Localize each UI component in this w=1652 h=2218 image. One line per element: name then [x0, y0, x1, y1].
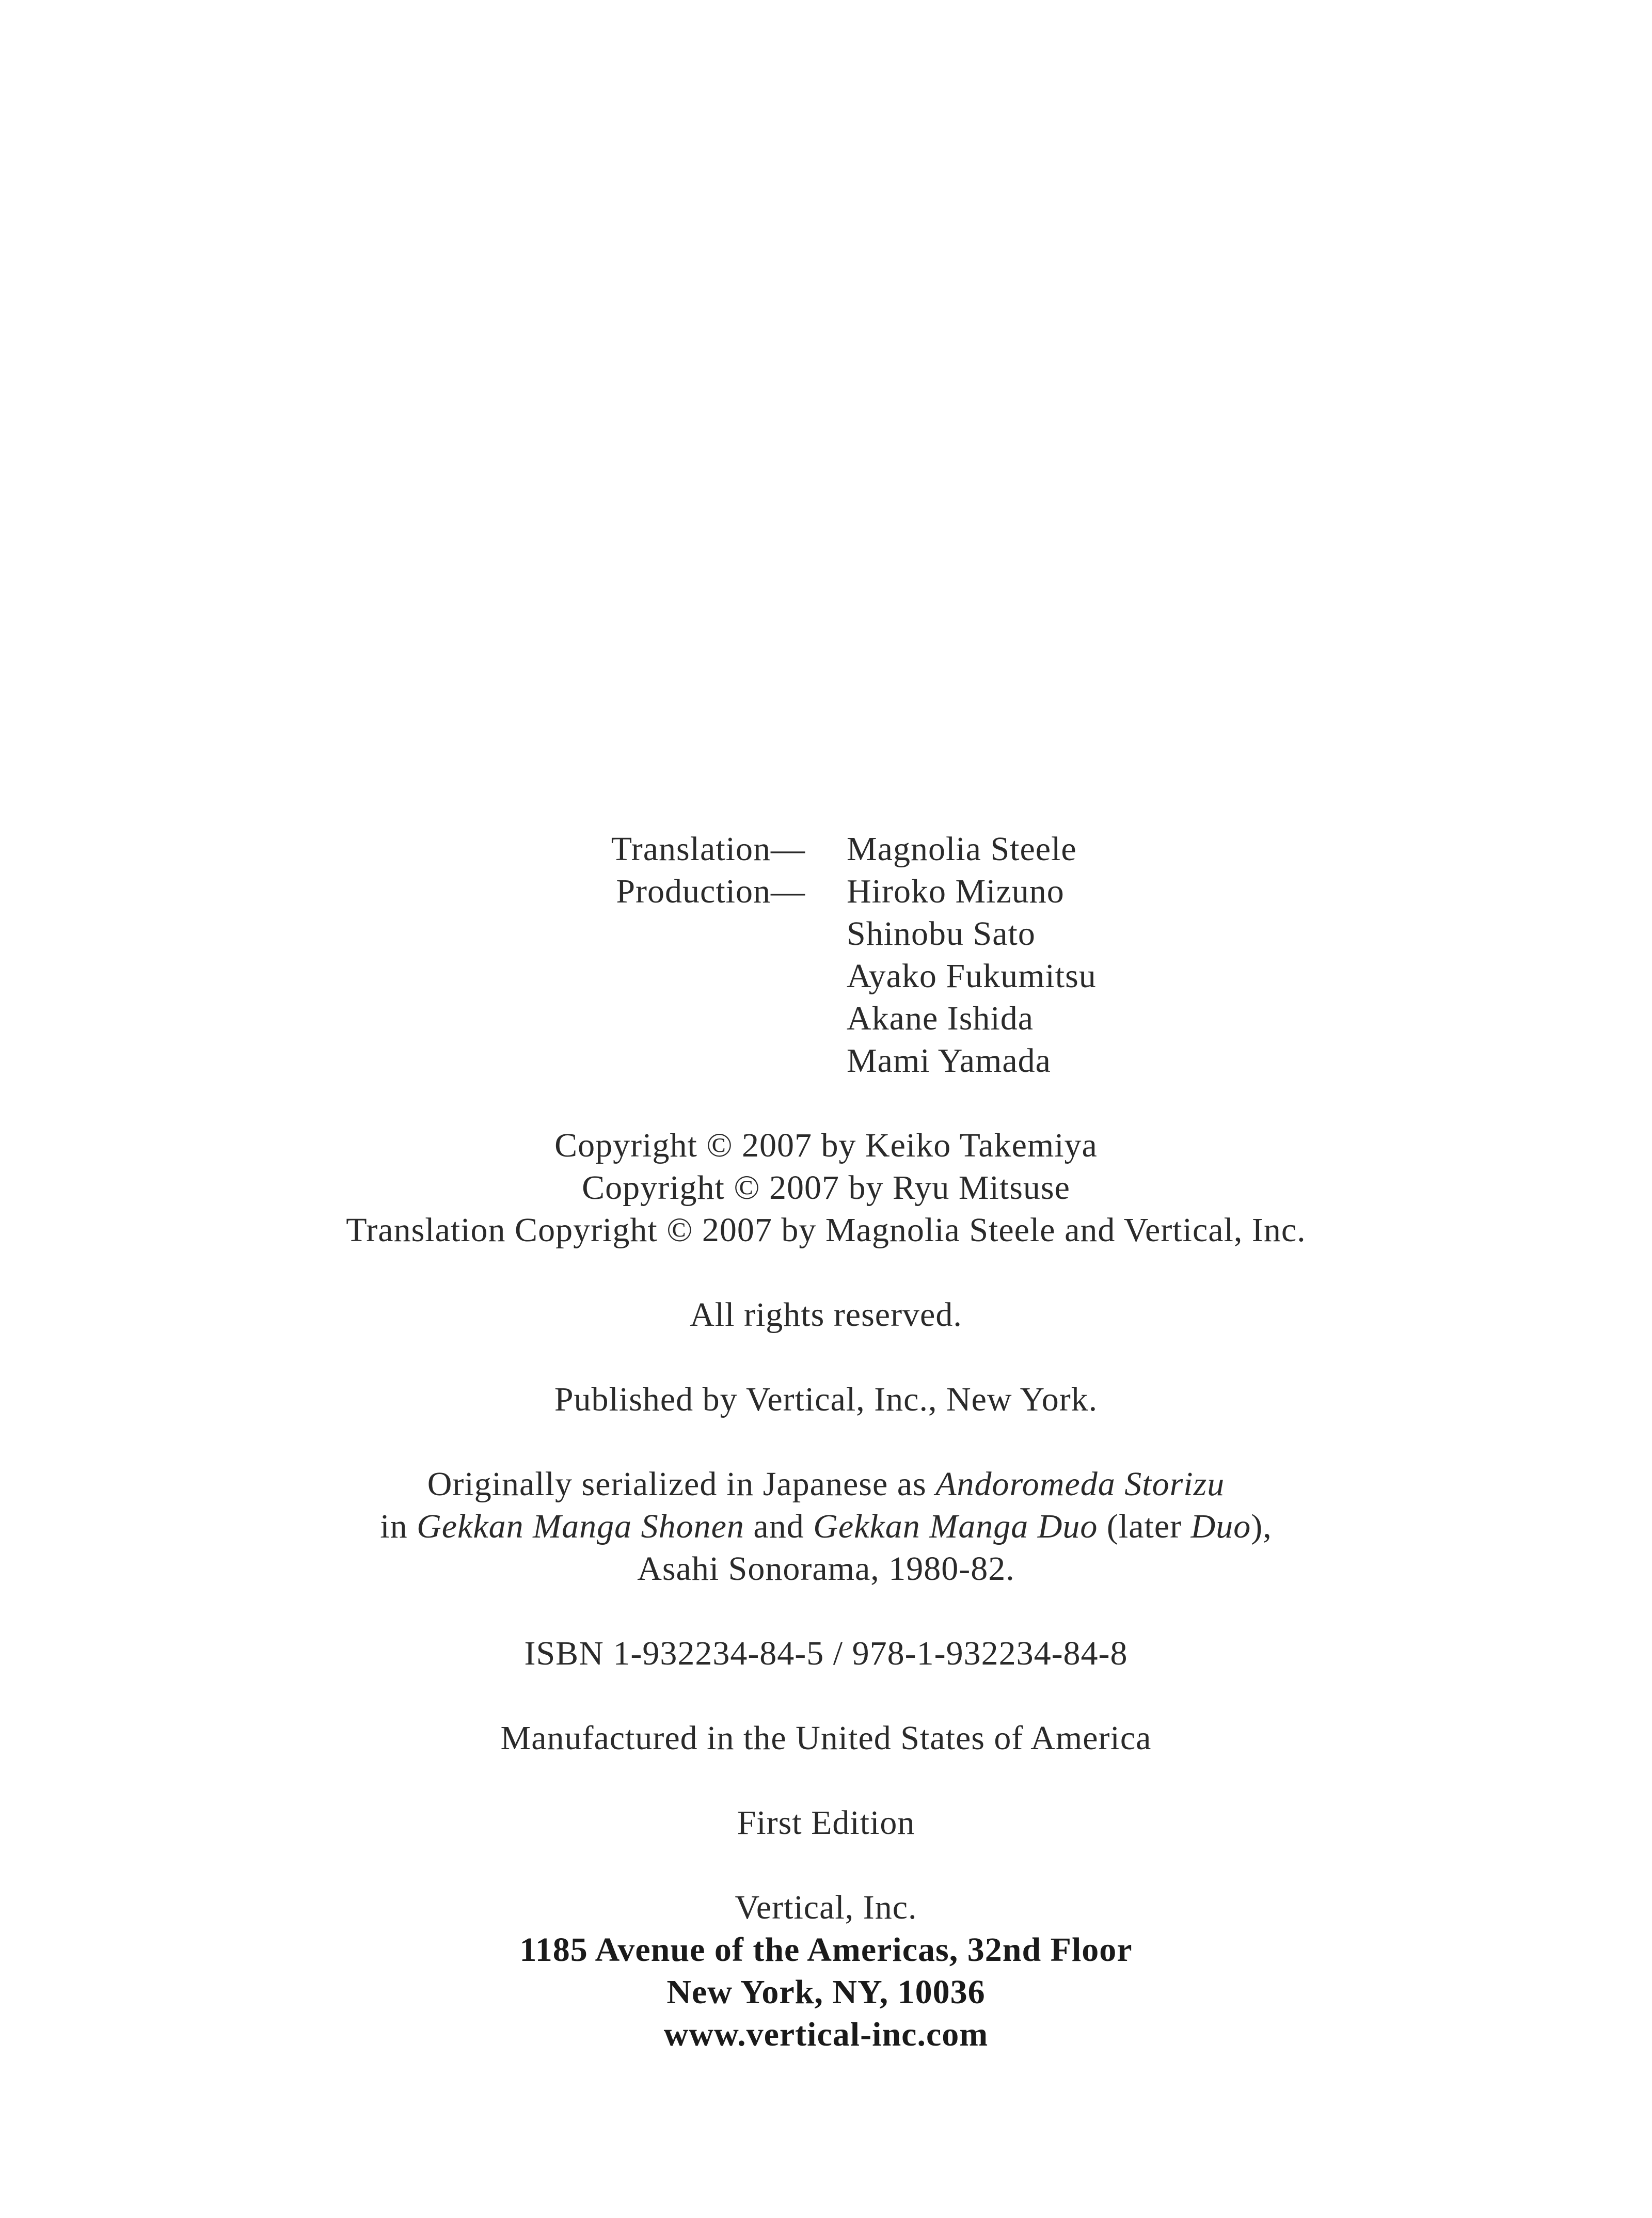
credit-name-production: Hiroko Mizuno: [847, 873, 1065, 910]
serialization-line-1: Originally serialized in Japanese as Andoromeda Storizu: [427, 1465, 1225, 1503]
credit-name-production: Ayako Fukumitsu: [847, 957, 1097, 995]
edition: First Edition: [737, 1804, 915, 1842]
credit-name-production: Akane Ishida: [847, 1000, 1034, 1037]
translation-copyright-line: Translation Copyright © 2007 by Magnolia Steele and Vertical, Inc.: [346, 1211, 1306, 1249]
rights-reserved: All rights reserved.: [690, 1296, 962, 1334]
publisher-website: www.vertical-inc.com: [663, 2016, 989, 2053]
credit-role-production: Production—: [616, 870, 805, 913]
credit-name-production: Mami Yamada: [847, 1042, 1051, 1080]
credit-role-translation: Translation—: [611, 828, 805, 870]
manufactured-in: Manufactured in the United States of America: [500, 1719, 1152, 1757]
serialization-line-2: in Gekkan Manga Shonen and Gekkan Manga Duo (later Duo),: [380, 1508, 1272, 1545]
publisher-address-1: 1185 Avenue of the Americas, 32nd Floor: [519, 1931, 1133, 1969]
publisher-name: Vertical, Inc.: [735, 1889, 917, 1926]
credit-name-production: Shinobu Sato: [847, 915, 1036, 953]
copyright-line: Copyright © 2007 by Keiko Takemiya: [554, 1127, 1098, 1164]
credit-name-translation: Magnolia Steele: [847, 830, 1077, 868]
publisher-address-2: New York, NY, 10036: [666, 1973, 986, 2011]
serialization-line-3: Asahi Sonorama, 1980-82.: [637, 1550, 1015, 1588]
isbn: ISBN 1-932234-84-5 / 978-1-932234-84-8: [524, 1635, 1128, 1672]
published-by: Published by Vertical, Inc., New York.: [554, 1381, 1098, 1418]
copyright-line: Copyright © 2007 by Ryu Mitsuse: [582, 1169, 1070, 1207]
